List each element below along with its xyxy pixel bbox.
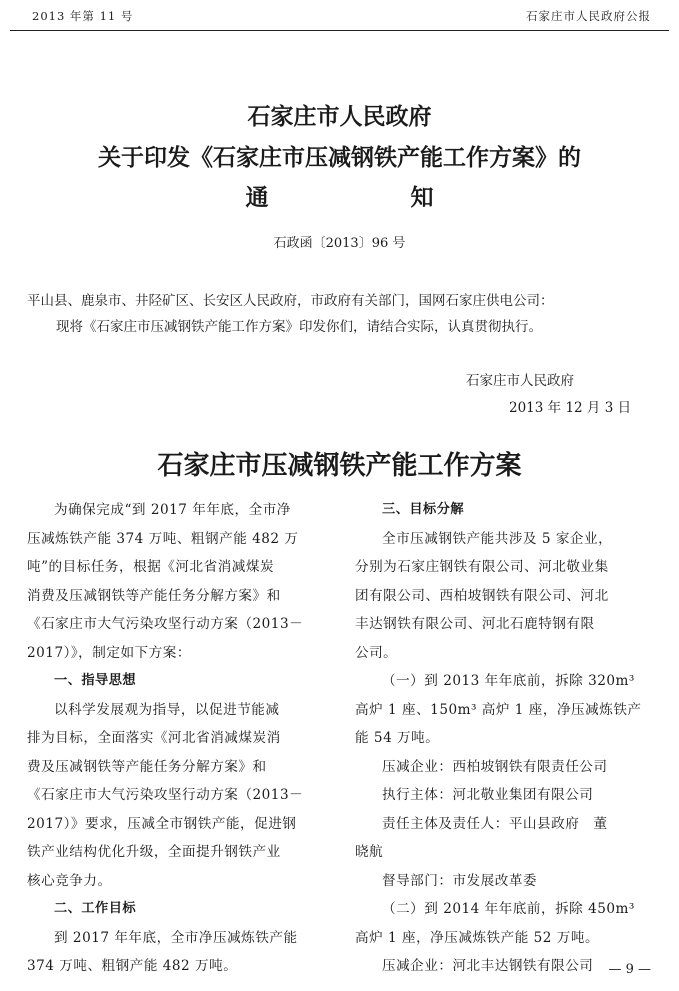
plan-title: 石家庄市压减钢铁产能工作方案	[157, 451, 522, 481]
notice-title-zhi: 知	[410, 184, 434, 211]
text-line: 压减炼铁产能 374 万吨、粗钢产能 482 万	[27, 530, 299, 547]
plan-left-column	[27, 496, 332, 981]
notice-title-line1: 石家庄市人民政府	[247, 103, 432, 130]
text-line: 丰达钢铁有限公司、河北石鹿特钢有限	[355, 616, 595, 632]
text-line: 压减企业：西柏坡钢铁有限责任公司	[382, 758, 608, 775]
text-line: 压减企业：河北丰达钢铁有限公司	[382, 958, 594, 974]
text-line: 全市压减钢铁产能共涉及 5 家企业，	[382, 530, 613, 547]
document-number: 石政函〔2013〕96 号	[273, 236, 406, 251]
header-publication: 石家庄市人民政府公报	[526, 9, 651, 23]
page-number: — 9 —	[608, 962, 651, 977]
header-rule	[10, 30, 669, 31]
text-line: 公司。	[355, 644, 398, 661]
text-line: 高炉 1 座，净压减炼铁产能 52 万吨。	[355, 929, 600, 946]
text-line: 团有限公司、西柏坡钢铁有限公司、河北	[355, 587, 609, 604]
text-line: 《石家庄市大气污染攻坚行动方案（2013－	[27, 787, 304, 803]
section-heading: 三、目标分解	[382, 502, 465, 517]
text-line: （二）到 2014 年年底前，拆除 450m³	[382, 901, 635, 917]
text-line: 排为目标，全面落实《河北省消减煤炭消	[27, 730, 281, 746]
text-line: 到 2017 年年底，全市净压减炼铁产能	[54, 929, 298, 946]
text-line: 执行主体：河北敬业集团有限公司	[382, 787, 594, 803]
text-line: 消费及压减钢铁等产能任务分解方案》和	[27, 587, 281, 604]
notice-title-line3	[0, 179, 679, 212]
text-line: 2017）》要求，压减全市钢铁产能，促进钢	[27, 815, 297, 832]
text-line: 高炉 1 座、150m³ 高炉 1 座，净压减炼铁产	[355, 701, 642, 718]
notice-body: 现将《石家庄市压减钢铁产能工作方案》印发你们，请结合实际，认真贯彻执行。	[56, 319, 542, 335]
text-line: （一）到 2013 年年底前，拆除 320m³	[382, 673, 635, 689]
text-line: 费及压减钢铁等产能任务分解方案》和	[27, 758, 267, 775]
notice-issuer: 石家庄市人民政府	[466, 373, 574, 389]
plan-right-column	[355, 496, 660, 981]
text-line: 374 万吨、粗钢产能 482 万吨。	[27, 958, 238, 974]
notice-recipients: 平山县、鹿泉市、井陉矿区、长安区人民政府，市政府有关部门，国网石家庄供电公司：	[27, 293, 554, 309]
text-line: 为确保完成“到 2017 年年底，全市净	[54, 502, 291, 518]
notice-title-tong: 通	[245, 184, 269, 211]
text-line: 责任主体及责任人：平山县政府 董	[382, 815, 608, 832]
header-issue: 2013 年第 11 号	[32, 9, 134, 23]
notice-date: 2013 年 12 月 3 日	[509, 400, 632, 416]
text-line: 2017）》，制定如下方案：	[27, 644, 191, 661]
text-line: 能 54 万吨。	[355, 730, 440, 746]
text-line: 督导部门：市发展改革委	[382, 872, 538, 889]
text-line: 《石家庄市大气污染攻坚行动方案（2013－	[27, 616, 304, 632]
section-heading: 二、工作目标	[54, 901, 137, 916]
text-line: 以科学发展观为指导，以促进节能减	[54, 701, 280, 718]
text-line: 吨”的目标任务，根据《河北省消减煤炭	[27, 559, 275, 575]
notice-title-line2: 关于印发《石家庄市压减钢铁产能工作方案》的	[98, 144, 581, 171]
text-line: 分别为石家庄钢铁有限公司、河北敬业集	[355, 559, 609, 575]
text-line: 铁产业结构优化升级，全面提升钢铁产业	[27, 844, 281, 860]
text-line: 晓航	[355, 844, 384, 860]
text-line: 核心竞争力。	[27, 872, 112, 889]
section-heading: 一、指导思想	[54, 673, 137, 688]
